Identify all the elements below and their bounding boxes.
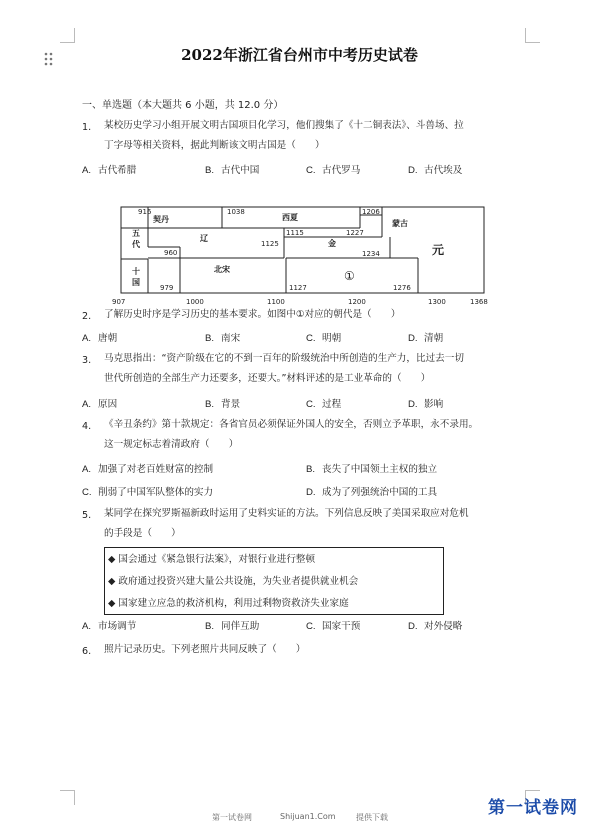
label-qidan: 契丹 <box>153 215 169 224</box>
label-wudai-1: 五 <box>132 229 140 238</box>
axis-1200: 1200 <box>348 298 366 306</box>
source-item-2: ◆ 政府通过投资兴建大量公共设施，为失业者提供就业机会 <box>108 576 359 587</box>
year-1234: 1234 <box>362 250 380 258</box>
q4-option-c[interactable]: C. 削弱了中国军队整体的实力 <box>82 487 214 498</box>
source-item-1: ◆ 国会通过《紧急银行法案》，对银行业进行整顿 <box>108 554 316 565</box>
q5-option-d[interactable]: D. 对外侵略 <box>408 621 463 632</box>
question-2-number: 2. <box>82 311 92 322</box>
q3-option-a[interactable]: A. 原因 <box>82 399 118 410</box>
q2-option-a[interactable]: A. 唐朝 <box>82 333 118 344</box>
question-1-text <box>104 116 534 156</box>
q3-option-d[interactable]: D. 影响 <box>408 399 444 410</box>
question-1-line-2: 丁字母等相关资料，据此判断该文明古国是（ ） <box>104 140 325 151</box>
crop-mark-top-right <box>525 28 540 43</box>
footer-right: 提供下载 <box>356 813 388 822</box>
question-5-line-2: 的手段是（ ） <box>104 528 181 539</box>
question-6-line-1: 照片记录历史。下列老照片共同反映了（ ） <box>104 644 306 655</box>
label-yuan: 元 <box>432 243 445 257</box>
q1-option-a[interactable]: A. 古代希腊 <box>82 165 137 176</box>
question-6-number: 6. <box>82 646 92 657</box>
q2-option-b[interactable]: B. 南宋 <box>205 333 241 344</box>
label-shiguo-2: 国 <box>132 278 140 287</box>
crop-mark-bottom-left <box>60 790 75 805</box>
q2-option-c[interactable]: C. 明朝 <box>306 333 342 344</box>
question-3-line-1: 马克思指出：“资产阶级在它的不到一百年的阶级统治中所创造的生产力，比过去一切 <box>104 353 464 364</box>
question-5-line-1: 某同学在探究罗斯福新政时运用了史料实证的方法。下列信息反映了美国采取应对危机 <box>104 508 469 519</box>
brand-logo-text[interactable]: 第一试卷网 <box>488 798 578 818</box>
page-title: 2022年浙江省台州市中考历史试卷 <box>181 46 418 64</box>
axis-907: 907 <box>112 298 126 306</box>
section-heading: 一、单选题（本大题共 6 小题，共 12.0 分） <box>82 100 284 111</box>
question-3-line-2: 世代所创造的全部生产力还要多，还要大。”材料评述的是工业革命的（ ） <box>104 373 431 384</box>
question-3-number: 3. <box>82 355 92 366</box>
q3-option-c[interactable]: C. 过程 <box>306 399 342 410</box>
question-2-line-1: 了解历史时序是学习历史的基本要求。如图中①对应的朝代是（ ） <box>104 309 401 320</box>
q4-option-d[interactable]: D. 成为了列强统治中国的工具 <box>306 487 438 498</box>
q1-option-c[interactable]: C. 古代罗马 <box>306 165 361 176</box>
year-1227: 1227 <box>346 229 364 237</box>
label-jin: 金 <box>328 239 336 248</box>
question-4-line-1: 《辛丑条约》第十款规定：各省官员必须保证外国人的安全，否则立予革职，永不录用。 <box>104 419 479 430</box>
q5-option-a[interactable]: A. 市场调节 <box>82 621 137 632</box>
question-6-text <box>104 640 534 660</box>
q5-option-c[interactable]: C. 国家干预 <box>306 621 361 632</box>
label-circle-1: ① <box>344 269 355 283</box>
dynasty-timeline-figure <box>110 204 500 310</box>
year-979: 979 <box>160 284 174 292</box>
year-960: 960 <box>164 249 178 257</box>
label-xixia: 西夏 <box>282 213 298 222</box>
source-item-3: ◆ 国家建立应急的救济机构，利用过剩物资救济失业家庭 <box>108 598 349 609</box>
axis-1368: 1368 <box>470 298 488 306</box>
q5-option-b[interactable]: B. 同伴互助 <box>205 621 260 632</box>
crop-mark-top-left <box>60 28 75 43</box>
label-beisong: 北宋 <box>214 265 230 274</box>
year-1115: 1115 <box>286 229 304 237</box>
question-4-line-2: 这一规定标志着清政府（ ） <box>104 439 239 450</box>
year-916: 916 <box>138 208 152 216</box>
axis-1000: 1000 <box>186 298 204 306</box>
year-1127: 1127 <box>289 284 307 292</box>
label-shiguo-1: 十 <box>132 267 140 276</box>
year-1038: 1038 <box>227 208 245 216</box>
question-4-text <box>104 415 534 455</box>
year-1206: 1206 <box>362 208 380 216</box>
question-2-text <box>104 305 534 325</box>
label-mengu: 蒙古 <box>392 219 408 228</box>
question-3-text <box>104 349 534 389</box>
q3-option-b[interactable]: B. 背景 <box>205 399 241 410</box>
footer-middle[interactable]: Shijuan1.Com <box>280 812 336 821</box>
label-wudai-2: 代 <box>132 240 140 249</box>
question-4-number: 4. <box>82 421 92 432</box>
question-1-number: 1. <box>82 122 92 133</box>
label-liao: 辽 <box>200 234 208 243</box>
question-5-number: 5. <box>82 510 92 521</box>
question-1-line-1: 某校历史学习小组开展文明古国项目化学习，他们搜集了《十二铜表法》、斗兽场、拉 <box>104 120 464 131</box>
year-1125: 1125 <box>261 240 279 248</box>
question-5-text <box>104 504 534 544</box>
footer-left: 第一试卷网 <box>212 813 252 822</box>
year-1276: 1276 <box>393 284 411 292</box>
q1-option-d[interactable]: D. 古代埃及 <box>408 165 463 176</box>
axis-1100: 1100 <box>267 298 285 306</box>
q4-option-b[interactable]: B. 丧失了中国领土主权的独立 <box>306 464 438 475</box>
axis-1300: 1300 <box>428 298 446 306</box>
q1-option-b[interactable]: B. 古代中国 <box>205 165 260 176</box>
q4-option-a[interactable]: A. 加强了对老百姓财富的控制 <box>82 464 214 475</box>
q2-option-d[interactable]: D. 清朝 <box>408 333 444 344</box>
